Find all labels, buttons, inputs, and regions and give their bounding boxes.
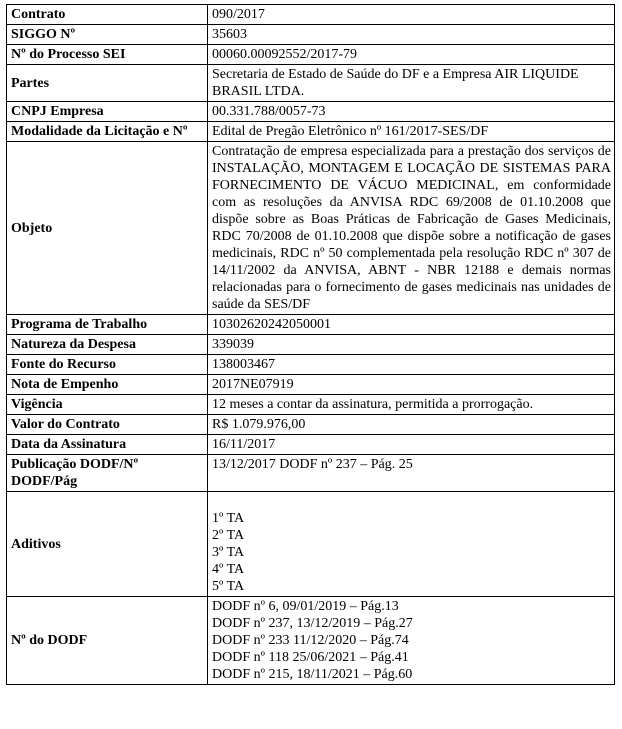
row-siggo [7,25,615,45]
label-aditivos: Aditivos [7,492,208,597]
label-modalidade: Modalidade da Licitação e Nº [7,122,208,142]
value-valor-contrato: R$ 1.079.976,00 [208,415,615,435]
value-programa-trabalho: 10302620242050001 [208,315,615,335]
label-vigencia: Vigência [7,395,208,415]
aditivo-item [212,493,611,510]
label-programa-trabalho: Programa de Trabalho [7,315,208,335]
contract-summary-table [6,4,615,685]
dodf-item: DODF nº 237, 13/12/2019 – Pág.27 [212,616,413,631]
row-modalidade [7,122,615,142]
label-valor-contrato: Valor do Contrato [7,415,208,435]
value-nota-empenho: 2017NE07919 [208,375,615,395]
label-contrato: Contrato [7,5,208,25]
row-natureza-despesa [7,335,615,355]
value-siggo: 35603 [208,25,615,45]
label-objeto: Objeto [7,142,208,315]
value-natureza-despesa: 339039 [208,335,615,355]
row-data-assinatura [7,435,615,455]
value-contrato: 090/2017 [208,5,615,25]
row-valor-contrato [7,415,615,435]
row-partes [7,65,615,102]
row-processo-sei [7,45,615,65]
label-siggo: SIGGO Nº [7,25,208,45]
label-nota-empenho: Nota de Empenho [7,375,208,395]
label-partes: Partes [7,65,208,102]
value-data-assinatura: 16/11/2017 [208,435,615,455]
row-cnpj [7,102,615,122]
row-contrato [7,5,615,25]
value-modalidade: Edital de Pregão Eletrônico nº 161/2017-SES/DF [208,122,615,142]
row-fonte-recurso [7,355,615,375]
label-publicacao: Publicação DODF/Nº DODF/Pág [7,455,208,492]
dodf-item: DODF nº 233 11/12/2020 – Pág.74 [212,633,409,648]
label-processo-sei: Nº do Processo SEI [7,45,208,65]
value-fonte-recurso: 138003467 [208,355,615,375]
label-natureza-despesa: Natureza da Despesa [7,335,208,355]
value-vigencia: 12 meses a contar da assinatura, permitida a prorrogação. [208,395,615,415]
aditivo-item: 1º TA [212,511,245,526]
aditivo-item: 3º TA [212,545,245,560]
value-objeto: Contratação de empresa especializada para a prestação dos serviços de INSTALAÇÃO, MONTAGEM E LOCAÇÃO DE SISTEMAS PARA FORNECIMENTO DE VÁCUO MEDICINAL, em conformidade com as resoluções da ANVISA RDC 69/2008 de 01.10.2008 que dispõe sobre as Boas Práticas de Fabricação de Gases Medicinais, RDC 70/2008 de 01.10.2008 que dispõe sobre a notificação de gases medicinais, RDC nº 50 complementada pela resolução RDC nº 307 de 14/11/2002 da ANVISA, ABNT - NBR 12188 e demais normas relacionadas para o fornecimento de gases medicinais nas unidades de saúde da SES/DF [208,142,615,315]
label-cnpj: CNPJ Empresa [7,102,208,122]
aditivo-item: 4º TA [212,562,245,577]
value-publicacao: 13/12/2017 DODF nº 237 – Pág. 25 [208,455,615,492]
row-aditivos [7,492,615,597]
aditivo-item: 2º TA [212,528,245,543]
dodf-item: DODF nº 215, 18/11/2021 – Pág.60 [212,667,413,682]
value-dodf [208,597,615,685]
row-programa-trabalho [7,315,615,335]
aditivo-item: 5º TA [212,579,245,594]
value-cnpj: 00.331.788/0057-73 [208,102,615,122]
row-dodf [7,597,615,685]
dodf-item: DODF nº 6, 09/01/2019 – Pág.13 [212,599,399,614]
row-publicacao [7,455,615,492]
row-nota-empenho [7,375,615,395]
label-fonte-recurso: Fonte do Recurso [7,355,208,375]
row-vigencia [7,395,615,415]
label-dodf: Nº do DODF [7,597,208,685]
value-aditivos [208,492,615,597]
value-processo-sei: 00060.00092552/2017-79 [208,45,615,65]
value-partes: Secretaria de Estado de Saúde do DF e a Empresa AIR LIQUIDE BRASIL LTDA. [208,65,615,102]
label-data-assinatura: Data da Assinatura [7,435,208,455]
row-objeto [7,142,615,315]
dodf-item: DODF nº 118 25/06/2021 – Pág.41 [212,650,409,665]
